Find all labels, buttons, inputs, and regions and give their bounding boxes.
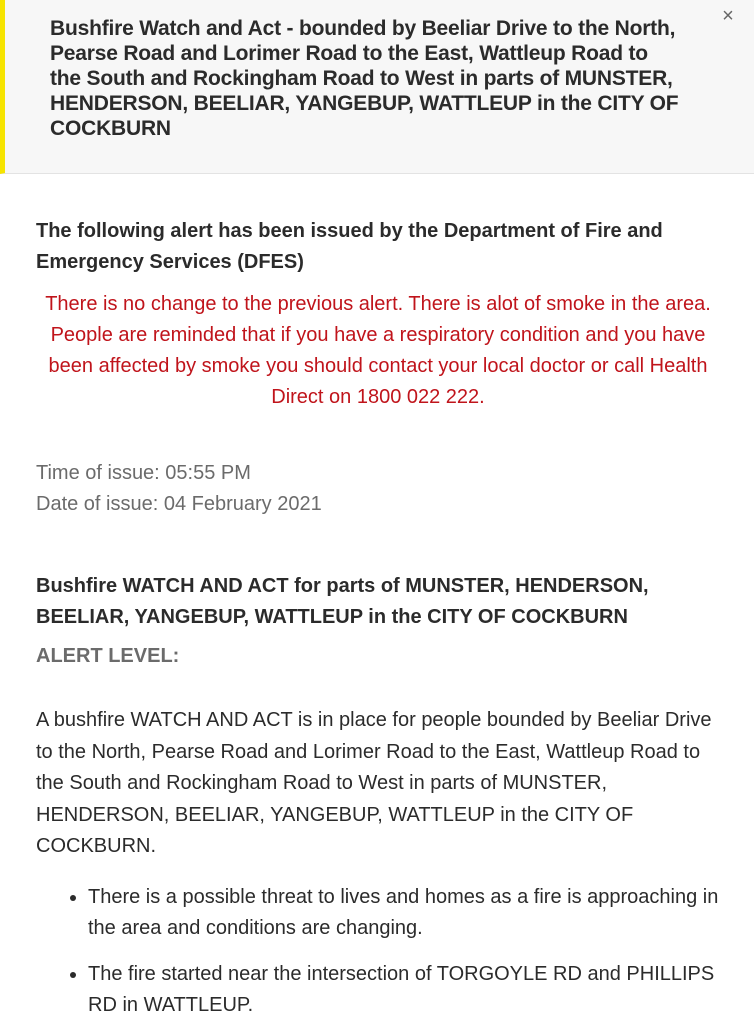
section-title: Bushfire WATCH AND ACT for parts of MUNSTER, HENDERSON, BEELIAR, YANGEBUP, WATTLEUP in the CITY OF COCKBURN: [36, 575, 649, 628]
alert-message: There is no change to the previous alert. There is alot of smoke in the area. People are reminded that if you have a respiratory condition and you have been affected by smoke you should contact your local doctor or call Health Direct on 1800 022 222.: [45, 293, 711, 408]
issue-meta: [36, 458, 720, 520]
alert-content: [0, 216, 754, 1021]
alert-bullets: [36, 882, 720, 1021]
list-item: • There is a possible threat to lives and homes as a fire is approaching in the area and conditions are changing.: [88, 882, 720, 944]
time-of-issue: Time of issue: 05:55 PM: [36, 462, 251, 484]
alert-header: [0, 0, 754, 174]
close-icon[interactable]: ×: [722, 5, 734, 27]
date-of-issue: Date of issue: 04 February 2021: [36, 493, 322, 515]
list-item: • The fire started near the intersection of TORGOYLE RD and PHILLIPS RD in WATTLEUP.: [88, 959, 720, 1021]
alert-level-label: ALERT LEVEL:: [36, 645, 180, 667]
issued-by-text: The following alert has been issued by the Department of Fire and Emergency Services (DFES): [36, 220, 663, 273]
alert-title: Bushfire Watch and Act - bounded by Beeliar Drive to the North, Pearse Road and Lorimer Road to the East, Wattleup Road to the South and Rockingham Road to West in parts of MUNSTER, HENDERSON, BEELIAR, YANGEBUP, WATTLEUP in the CITY OF COCKBURN: [50, 17, 679, 140]
alert-body: A bushfire WATCH AND ACT is in place for people bounded by Beeliar Drive to the North, Pearse Road and Lorimer Road to the East, Wattleup Road to the South and Rockingham Road to West in parts of MUNSTER, HENDERSON, BEELIAR, YANGEBUP, WATTLEUP in the CITY OF COCKBURN.: [36, 709, 712, 857]
